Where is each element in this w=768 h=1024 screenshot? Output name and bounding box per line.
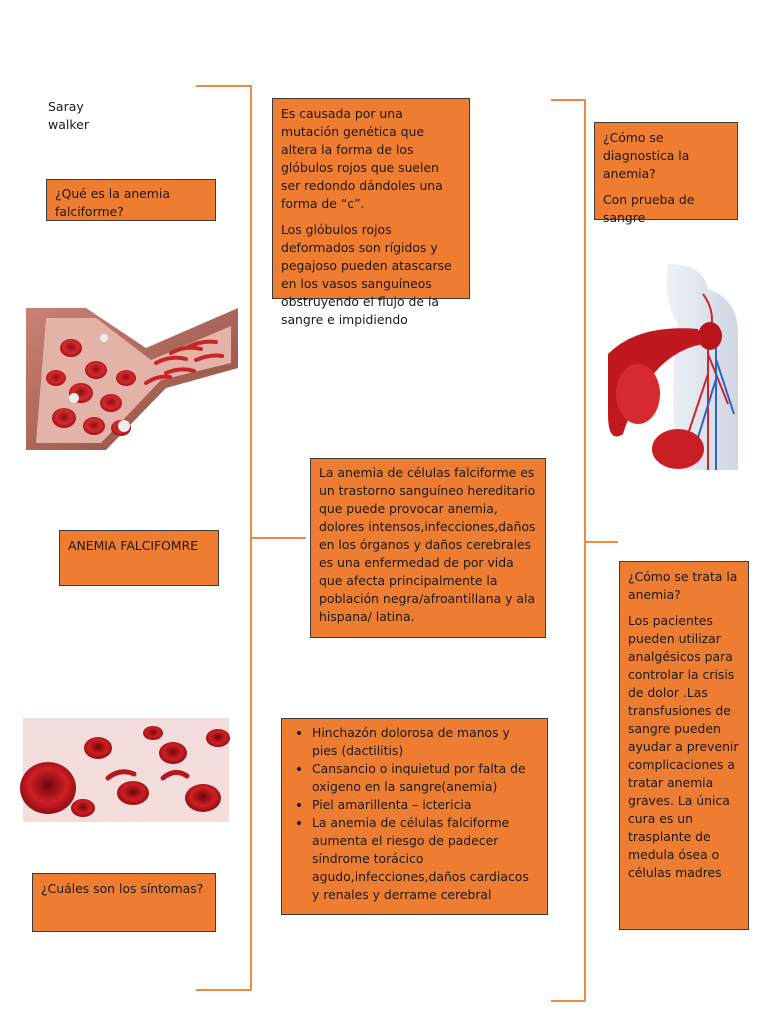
symptoms-list <box>290 724 539 904</box>
symptoms-list-box <box>281 718 548 915</box>
bracket-left-bottom <box>196 989 251 991</box>
symptom-item: • Cansancio o inquietud por falta de oxigeno en la sangre(anemia) <box>312 760 539 796</box>
symptom-item: • La anemia de células falciforme aumenta el riesgo de padecer síndrome torácico agudo,infecciones,daños cardiacos y renales y derrame cerebral <box>312 814 539 904</box>
circulatory-system-image <box>608 264 738 470</box>
title-box <box>59 530 219 586</box>
author-name <box>48 98 89 134</box>
treatment-answer: Los pacientes pueden utilizar analgésicos para controlar la crisis de dolor .Las transfusiones de sangre pueden ayudar a prevenir complicaciones a tratar anemia graves. La única cura es un trasplante de medula ósea o células madres <box>628 613 739 880</box>
author-first: Saray <box>48 99 84 114</box>
diagnosis-question: ¿Cómo se diagnostica la anemia? <box>603 130 690 181</box>
bracket-right-middle <box>584 541 618 543</box>
treatment-question: ¿Cómo se trata la anemia? <box>628 569 738 602</box>
bracket-right-top <box>551 99 585 101</box>
diagnosis-answer: Con prueba de sangre <box>603 192 695 225</box>
diagnosis-box <box>594 122 738 225</box>
bracket-left-top <box>196 85 251 87</box>
title-text: ANEMIA FALCIFOMRE <box>68 538 199 553</box>
symptoms-question-box <box>32 873 216 932</box>
definition-text: La anemia de células falciforme es un trastorno sanguíneo hereditario que puede provocar anemia, dolores intensos,infecciones,daños en los órganos y daños cerebrales es una enfermedad de por vida que afecta principalmente la población negra/afroantillana y ala hispana/ latina. <box>319 465 536 624</box>
red-cells-image <box>23 718 229 822</box>
symptom-item: • Hinchazón dolorosa de manos y pies (dactilitis) <box>312 724 539 760</box>
cause-box <box>272 98 470 327</box>
author-last: walker <box>48 117 89 132</box>
bracket-left-middle <box>250 537 306 539</box>
cause-paragraph-2: Los glóbulos rojos deformados son rígidos y pegajoso pueden atascarse en los vasos sanguíneos obstruyendo el flujo de la sangre e impidiendo <box>281 222 452 327</box>
what-is-box <box>46 179 216 221</box>
cause-paragraph-1: Es causada por una mutación genética que altera la forma de los glóbulos rojos que suelen ser redondo dándoles una forma de “c”. <box>281 106 443 211</box>
symptom-item: • Piel amarillenta – ictericia <box>312 796 539 814</box>
definition-box <box>310 458 546 638</box>
what-is-text: ¿Qué es la anemia falciforme? <box>55 186 170 219</box>
symptoms-question-text: ¿Cuáles son los síntomas? <box>41 881 204 896</box>
bracket-right-vertical <box>584 99 586 1001</box>
blood-vessel-image <box>26 308 238 450</box>
bracket-right-bottom <box>551 1000 585 1002</box>
treatment-box <box>619 561 749 930</box>
